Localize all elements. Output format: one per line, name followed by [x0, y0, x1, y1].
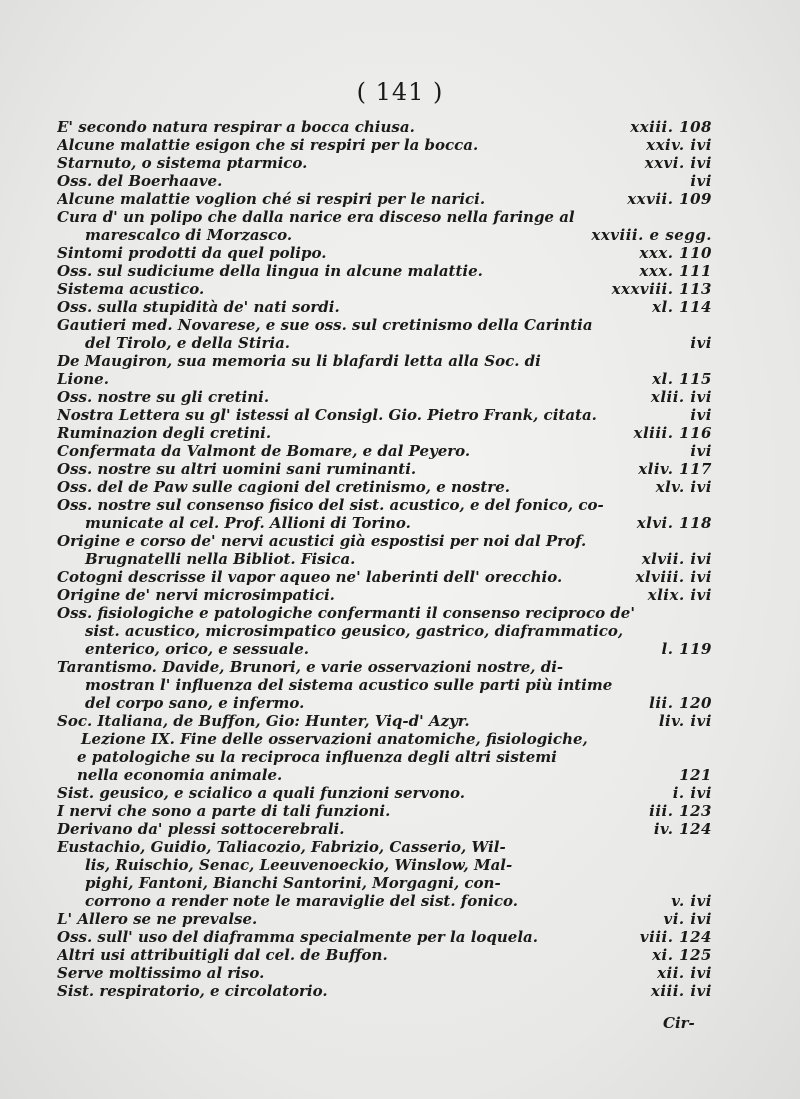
entry-text: Oss. nostre su altri uomini sani ruminanti.: [57, 460, 417, 478]
index-entry: [57, 334, 712, 352]
entry-reference: xxviii. e segg.: [591, 226, 712, 244]
entry-reference: ivi: [690, 334, 712, 352]
entry-text: Oss. fisiologiche e patologiche confermanti il consenso reciproco de': [57, 604, 635, 622]
entry-reference: ivi: [690, 172, 712, 190]
entry-reference: ivi: [690, 442, 712, 460]
index-entry: [57, 604, 712, 622]
index-entry: [57, 154, 712, 172]
entry-reference: xxiii. 108: [630, 118, 712, 136]
entry-text: Altri usi attribuitigli dal cel. de Buffon.: [57, 946, 388, 964]
entry-reference: liv. ivi: [658, 712, 712, 730]
entry-text: Oss. del de Paw sulle cagioni del cretinismo, e nostre.: [57, 478, 510, 496]
entry-reference: xxvi. ivi: [644, 154, 712, 172]
index-entry: [57, 820, 712, 838]
entry-text: Sist. respiratorio, e circolatorio.: [57, 982, 328, 1000]
index-entry: [57, 568, 712, 586]
entry-text: Alcune malattie esigon che si respiri per la bocca.: [57, 136, 479, 154]
entry-text: Sintomi prodotti da quel polipo.: [57, 244, 327, 262]
entry-reference: xxx. 110: [639, 244, 712, 262]
entry-text: e patologiche su la reciproca influenza degli altri sistemi: [77, 748, 557, 766]
entry-text: Nostra Lettera su gl' istessi al Consigl. Gio. Pietro Frank, citata.: [57, 406, 597, 424]
index-entry: [57, 118, 712, 136]
page-number: ( 141 ): [356, 78, 444, 106]
entry-text: Oss. sul sudiciume della lingua in alcune malattie.: [57, 262, 483, 280]
index-entry: [57, 478, 712, 496]
entry-text: Lezione IX. Fine delle osservazioni anatomiche, fisiologiche,: [81, 730, 588, 748]
index-entry: [57, 370, 712, 388]
entry-text: lis, Ruischio, Senac, Leeuvenoeckio, Winslow, Mal-: [85, 856, 513, 874]
entry-text: pighi, Fantoni, Bianchi Santorini, Morgagni, con-: [85, 874, 501, 892]
entry-text: Sist. geusico, e scialico a quali funzioni servono.: [57, 784, 465, 802]
index-entry: [57, 640, 712, 658]
entry-text: Serve moltissimo al riso.: [57, 964, 265, 982]
entry-text: L' Allero se ne prevalse.: [57, 910, 258, 928]
entry-reference: xii. ivi: [657, 964, 712, 982]
index-entry: [57, 298, 712, 316]
index-entry: [57, 316, 712, 334]
entry-text: E' secondo natura respirar a bocca chiusa.: [57, 118, 415, 136]
index-entry: [57, 190, 712, 208]
entry-reference: 121: [679, 766, 712, 784]
entry-text: Ruminazion degli cretini.: [57, 424, 272, 442]
entry-reference: xliii. 116: [633, 424, 712, 442]
index-entry: [57, 496, 712, 514]
index-entry: [57, 226, 712, 244]
index-entry: [57, 766, 712, 784]
index-entry: [57, 694, 712, 712]
index-entry: [57, 856, 712, 874]
entry-reference: iv. 124: [653, 820, 712, 838]
index-entry: [57, 550, 712, 568]
entry-text: Cura d' un polipo che dalla narice era disceso nella faringe al: [57, 208, 575, 226]
entry-reference: xl. 115: [652, 370, 712, 388]
index-entry: [57, 514, 712, 532]
index-entry: [57, 172, 712, 190]
entry-reference: xi. 125: [652, 946, 712, 964]
entry-reference: viii. 124: [639, 928, 712, 946]
entry-text: del Tirolo, e della Stiria.: [85, 334, 291, 352]
entry-text: Oss. del Boerhaave.: [57, 172, 223, 190]
entry-reference: xl. 114: [652, 298, 712, 316]
entry-text: De Maugiron, sua memoria su li blafardi letta alla Soc. di: [57, 352, 541, 370]
index-entry: [57, 262, 712, 280]
entry-text: Starnuto, o sistema ptarmico.: [57, 154, 308, 172]
index-entry: [57, 658, 712, 676]
entry-text: Lione.: [57, 370, 109, 388]
index-entry: [57, 676, 712, 694]
entry-text: Origine e corso de' nervi acustici già espostisi per noi dal Prof.: [57, 532, 587, 550]
entry-reference: l. 119: [661, 640, 712, 658]
entry-text: Gautieri med. Novarese, e sue oss. sul cretinismo della Carintia: [57, 316, 593, 334]
index-entry: [57, 280, 712, 298]
index-entry: [57, 802, 712, 820]
entry-text: Oss. nostre sul consenso fisico del sist. acustico, e del fonico, co-: [57, 496, 604, 514]
entry-reference: v. ivi: [671, 892, 712, 910]
index-entry: [57, 532, 712, 550]
index-entry: [57, 874, 712, 892]
index-entry: [57, 946, 712, 964]
index-entry: [57, 424, 712, 442]
entry-text: Oss. sull' uso del diaframma specialmente per la loquela.: [57, 928, 538, 946]
entry-reference: i. ivi: [672, 784, 712, 802]
entry-text: marescalco di Morzasco.: [85, 226, 293, 244]
index-entry: [57, 892, 712, 910]
entry-reference: xlii. ivi: [650, 388, 712, 406]
index-entry: [57, 910, 712, 928]
index-entry: [57, 784, 712, 802]
entry-reference: xliv. 117: [638, 460, 712, 478]
index-list: [57, 118, 712, 1000]
index-entry: [57, 622, 712, 640]
index-entry: [57, 982, 712, 1000]
index-entry: [57, 586, 712, 604]
index-entry: [57, 442, 712, 460]
entry-reference: xlviii. ivi: [635, 568, 712, 586]
index-entry: [57, 136, 712, 154]
entry-text: Derivano da' plessi sottocerebrali.: [57, 820, 345, 838]
index-entry: [57, 388, 712, 406]
entry-text: del corpo sano, e infermo.: [85, 694, 305, 712]
entry-text: nella economia animale.: [77, 766, 283, 784]
index-entry: [57, 460, 712, 478]
entry-text: corrono a render note le maraviglie del sist. fonico.: [85, 892, 518, 910]
index-entry: [57, 964, 712, 982]
index-entry: [57, 208, 712, 226]
entry-text: Oss. sulla stupidità de' nati sordi.: [57, 298, 340, 316]
index-entry: [57, 406, 712, 424]
entry-reference: xlix. ivi: [647, 586, 712, 604]
entry-text: Brugnatelli nella Bibliot. Fisica.: [85, 550, 356, 568]
index-entry: [57, 244, 712, 262]
entry-reference: ivi: [690, 406, 712, 424]
entry-text: enterico, orico, e sessuale.: [85, 640, 310, 658]
entry-reference: iii. 123: [649, 802, 712, 820]
entry-reference: xlvii. ivi: [641, 550, 712, 568]
index-entry: [57, 838, 712, 856]
entry-text: Cotogni descrisse il vapor aqueo ne' laberinti dell' orecchio.: [57, 568, 563, 586]
entry-reference: xiii. ivi: [650, 982, 712, 1000]
entry-text: I nervi che sono a parte di tali funzioni.: [57, 802, 391, 820]
entry-text: municate al cel. Prof. Allioni di Torino.: [85, 514, 411, 532]
index-entry: [57, 712, 712, 730]
entry-text: Oss. nostre su gli cretini.: [57, 388, 270, 406]
entry-reference: vi. ivi: [663, 910, 712, 928]
entry-text: mostran l' influenza del sistema acustico sulle parti più intime: [85, 676, 613, 694]
entry-text: Eustachio, Guidio, Taliacozio, Fabrizio, Casserio, Wil-: [57, 838, 506, 856]
entry-text: Tarantismo. Davide, Brunori, e varie osservazioni nostre, di-: [57, 658, 564, 676]
entry-text: Alcune malattie voglion ché si respiri per le narici.: [57, 190, 486, 208]
entry-reference: xlv. ivi: [655, 478, 712, 496]
index-entry: [57, 928, 712, 946]
entry-reference: xlvi. 118: [636, 514, 712, 532]
index-entry: [57, 352, 712, 370]
entry-text: sist. acustico, microsimpatico geusico, gastrico, diaframmatico,: [85, 622, 624, 640]
index-entry: [57, 730, 712, 748]
entry-text: Confermata da Valmont de Bomare, e dal Peyero.: [57, 442, 471, 460]
entry-reference: xxiv. ivi: [646, 136, 712, 154]
index-entry: [57, 748, 712, 766]
entry-text: Soc. Italiana, de Buffon, Gio: Hunter, Viq-d' Azyr.: [57, 712, 470, 730]
entry-reference: xxx. 111: [639, 262, 712, 280]
entry-text: Origine de' nervi microsimpatici.: [57, 586, 335, 604]
catchword: Cir-: [663, 1014, 695, 1032]
entry-text: Sistema acustico.: [57, 280, 205, 298]
entry-reference: xxxviii. 113: [611, 280, 712, 298]
entry-reference: xxvii. 109: [627, 190, 712, 208]
entry-reference: lii. 120: [649, 694, 712, 712]
